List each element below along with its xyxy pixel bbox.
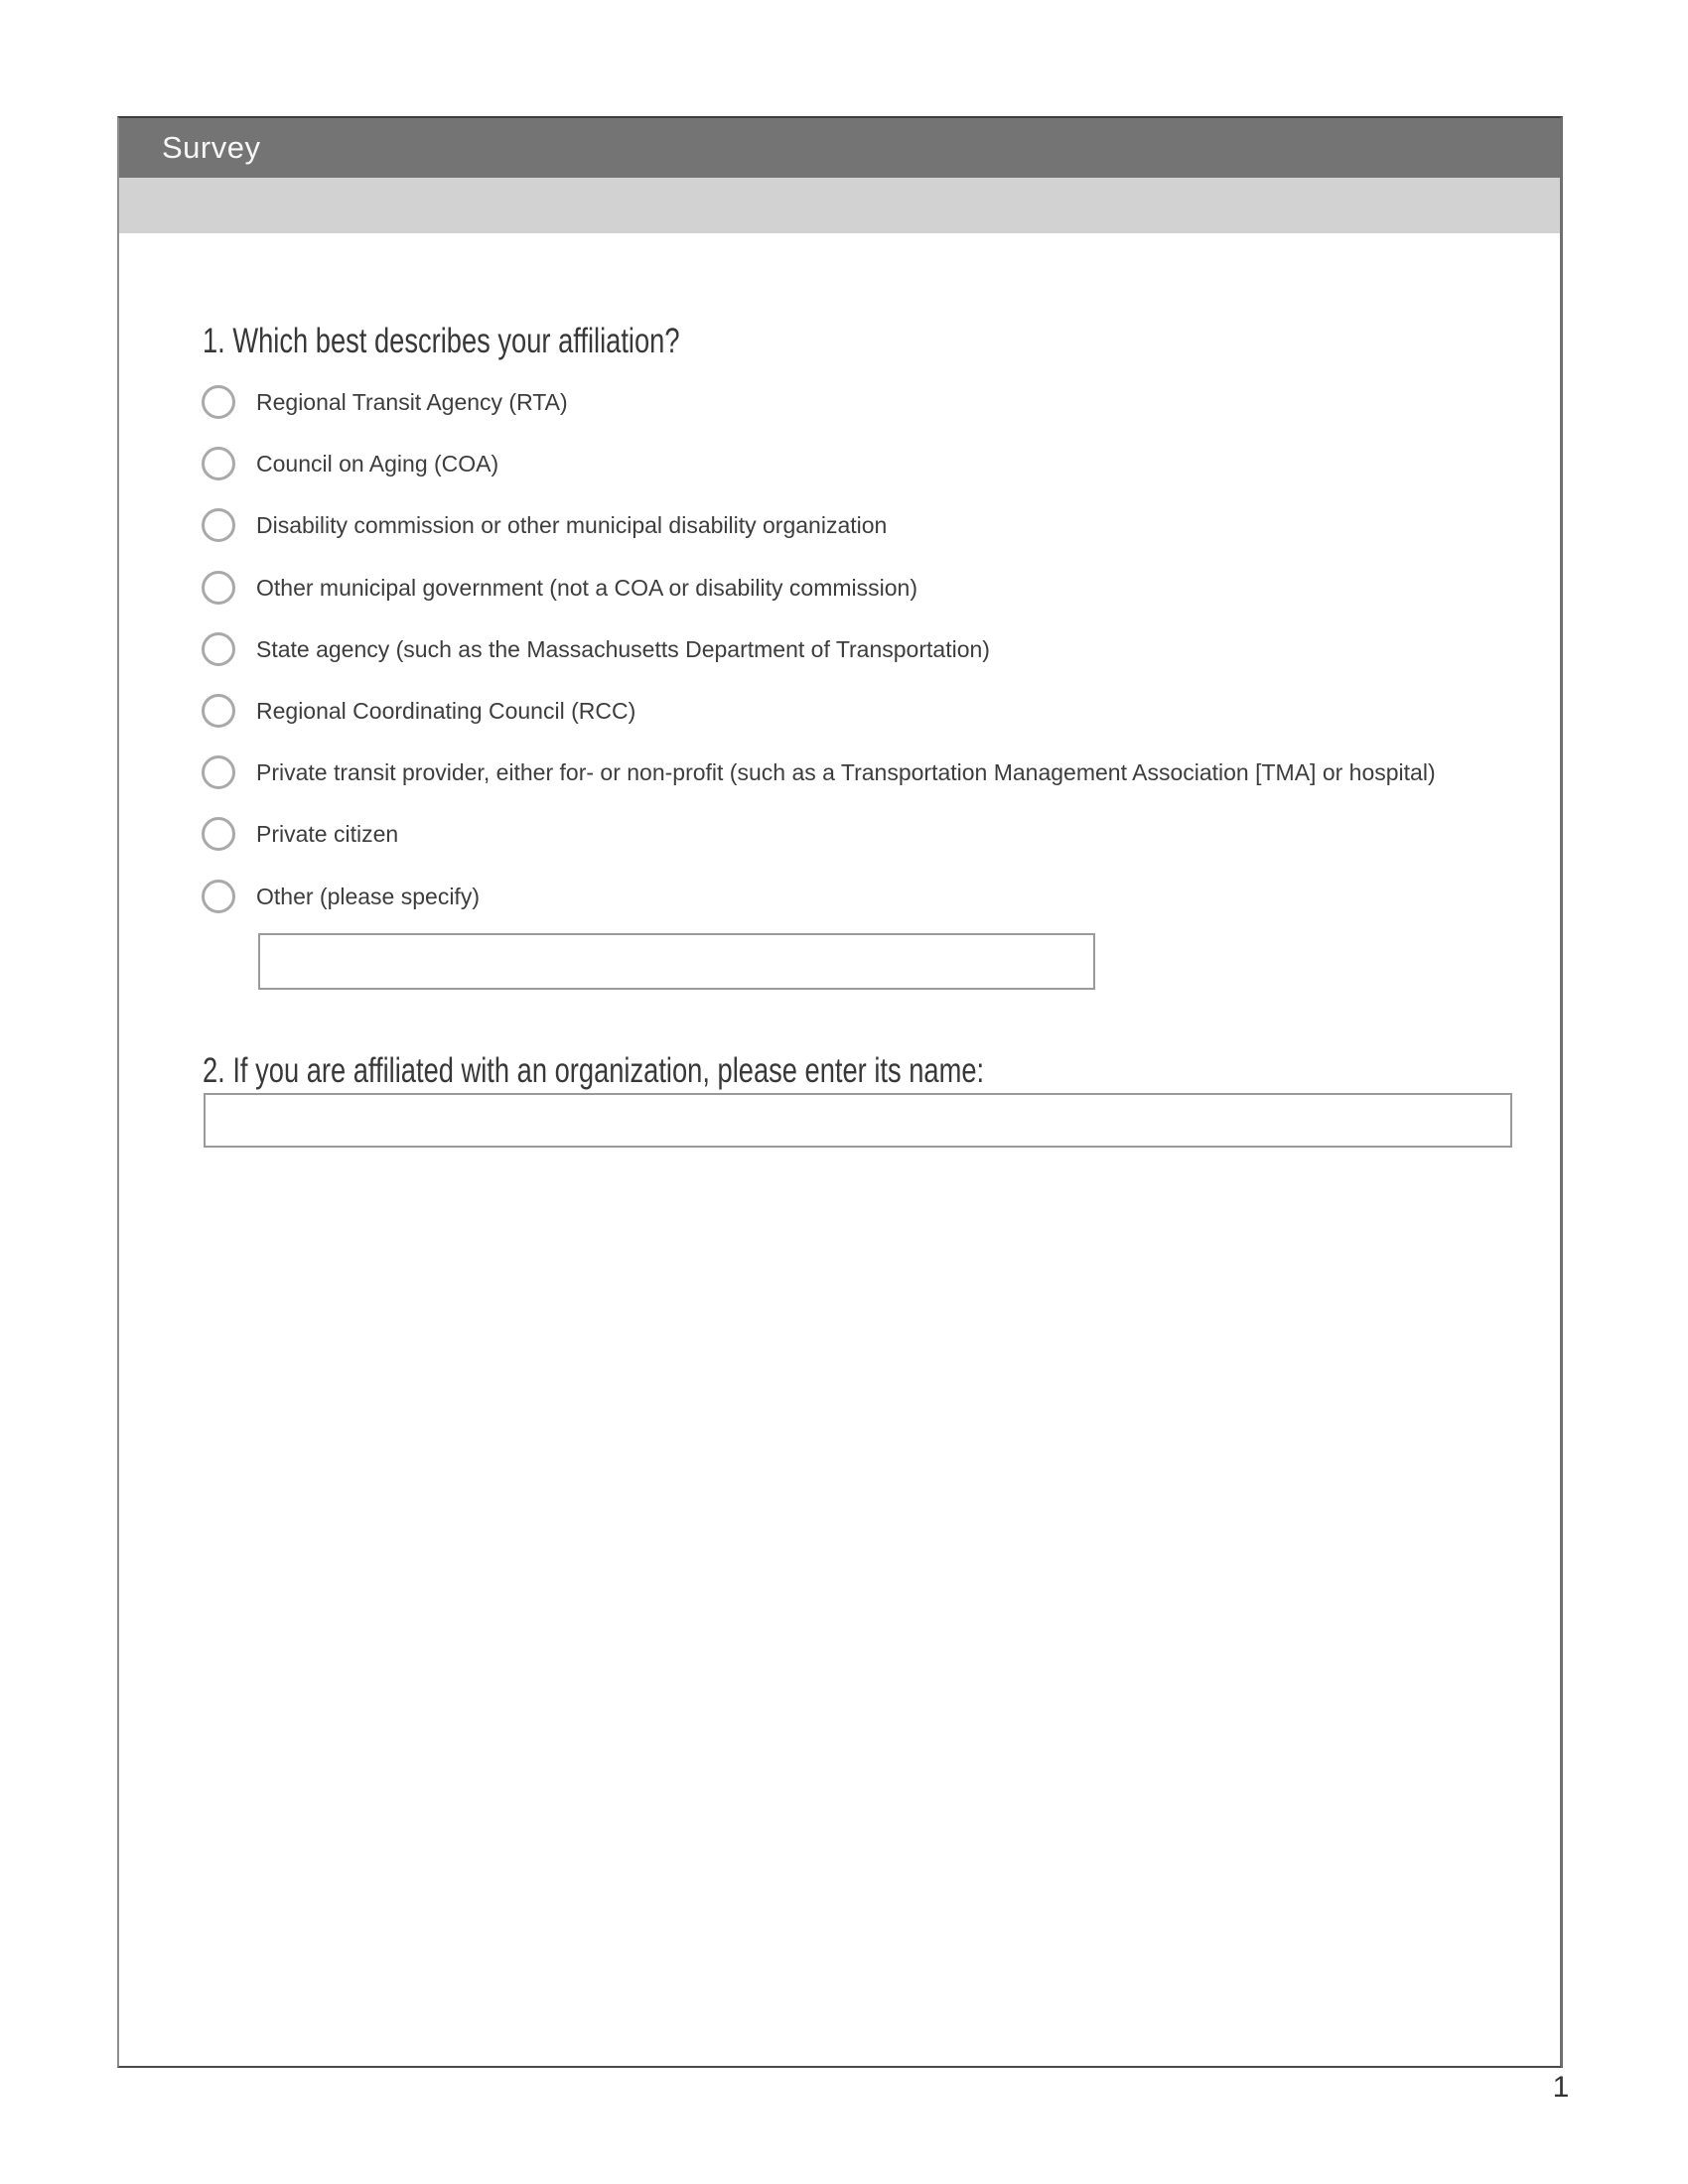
question-2-title-text: 2. If you are affiliated with an organization, please enter its name: xyxy=(203,1051,985,1090)
survey-title: Survey xyxy=(162,130,261,165)
radio-button-icon[interactable] xyxy=(202,755,235,789)
radio-button-icon[interactable] xyxy=(202,694,235,728)
option-label: Disability commission or other municipal disability organization xyxy=(256,511,888,538)
radio-option-private-transit-provider[interactable] xyxy=(202,752,1436,792)
radio-option-rta[interactable] xyxy=(202,382,568,422)
survey-page xyxy=(117,116,1563,2068)
option-label: Private citizen xyxy=(256,820,399,847)
radio-button-icon[interactable] xyxy=(202,632,235,666)
survey-header-bar xyxy=(119,118,1560,178)
radio-option-other-municipal-government[interactable] xyxy=(202,568,917,608)
option-label: Private transit provider, either for- or non-profit (such as a Transportation Management Association [TMA] or hospital) xyxy=(256,758,1436,785)
option-label: Other municipal government (not a COA or disability commission) xyxy=(256,574,917,601)
question-1-title xyxy=(203,320,814,363)
question-2-title xyxy=(203,1049,1204,1093)
radio-option-state-agency[interactable] xyxy=(202,629,990,669)
option-label: Regional Coordinating Council (RCC) xyxy=(256,697,636,724)
radio-option-coa[interactable] xyxy=(202,444,498,483)
survey-subheader-bar xyxy=(119,178,1560,233)
organization-name-input[interactable] xyxy=(204,1093,1512,1148)
option-label: State agency (such as the Massachusetts Department of Transportation) xyxy=(256,635,990,662)
radio-option-disability-commission[interactable] xyxy=(202,505,887,545)
radio-button-icon[interactable] xyxy=(202,817,235,851)
radio-option-other-specify[interactable] xyxy=(202,877,480,916)
other-specify-input[interactable] xyxy=(258,933,1095,990)
question-1-title-text: 1. Which best describes your affiliation? xyxy=(203,322,680,360)
page-number: 1 xyxy=(1552,2071,1570,2104)
radio-button-icon[interactable] xyxy=(202,571,235,605)
radio-button-icon[interactable] xyxy=(202,385,235,419)
option-label: Regional Transit Agency (RTA) xyxy=(256,388,568,415)
radio-option-rcc[interactable] xyxy=(202,691,635,731)
option-label: Council on Aging (COA) xyxy=(256,450,499,477)
radio-button-icon[interactable] xyxy=(202,508,235,542)
radio-option-private-citizen[interactable] xyxy=(202,814,398,854)
radio-button-icon[interactable] xyxy=(202,880,235,913)
option-label: Other (please specify) xyxy=(256,883,480,909)
radio-button-icon[interactable] xyxy=(202,447,235,480)
